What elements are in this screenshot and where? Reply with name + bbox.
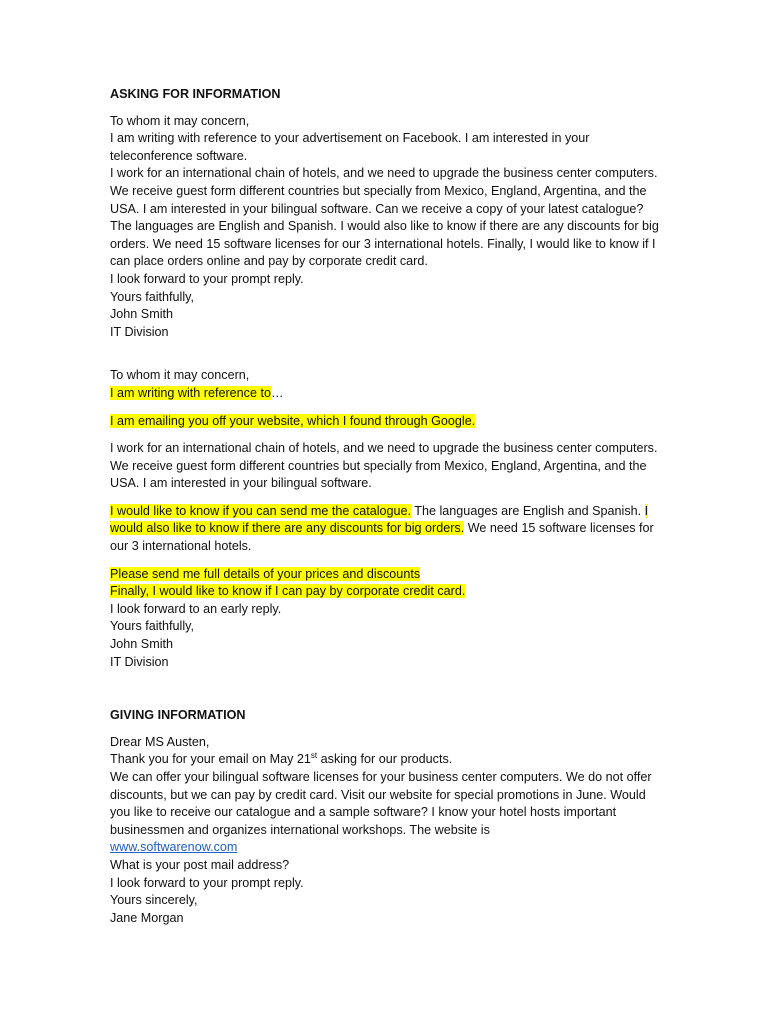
letter1-signer-name: John Smith <box>110 307 173 322</box>
licenses-text: We need 15 software licenses for our 3 international hotels. <box>110 521 654 554</box>
section-heading-asking: ASKING FOR INFORMATION <box>110 87 281 101</box>
letter2-reference-line <box>110 385 662 403</box>
thanks-tail: asking for our products. <box>317 752 453 767</box>
letter2-signer-name: John Smith <box>110 637 173 652</box>
document-content <box>110 86 662 927</box>
letter3-question: What is your post mail address? <box>110 857 290 872</box>
letter2-emailing-line <box>110 413 662 431</box>
highlight-details-request: Please send me full details of your prices and discounts <box>110 566 421 581</box>
letter1-sign-off: Yours faithfully, <box>110 289 195 304</box>
letter3-greeting: Drear MS Austen, <box>110 734 210 749</box>
highlight-reference: I am writing with reference to <box>110 385 271 400</box>
highlight-emailing: I am emailing you off your website, which I found through Google. <box>110 413 476 428</box>
thanks-text: Thank you for your email on May 21 <box>110 752 311 767</box>
letter1-signer-division: IT Division <box>110 324 169 339</box>
letter1-paragraph-1: I am writing with reference to your advertisement on Facebook. I am interested in your teleconference software. <box>110 131 590 163</box>
highlight-payment-request: Finally, I would like to know if I can pay by corporate credit card. <box>110 584 466 599</box>
letter3-paragraph-offer: We can offer your bilingual software licenses for your business center computers. We do not offer discounts, but we can pay by credit card. Visit our website for special promotions in June. Would you like to receive our catalogue and a sample software? I know your hotel hosts important businessmen and organizes international workshops. The website is <box>110 770 652 837</box>
section-heading-giving: GIVING INFORMATION <box>110 708 246 723</box>
letter3-closing-line: I look forward to your prompt reply. <box>110 875 304 890</box>
website-link[interactable]: www.softwarenow.com <box>110 840 238 855</box>
letter2-paragraph-work: I work for an international chain of hotels, and we need to upgrade the business center computers. We receive guest form different countries but specially from Mexico, England, Argentina, and the USA. I am interested in your bilingual software. <box>110 441 658 491</box>
letter3-sign-off: Yours sincerely, <box>110 893 198 908</box>
letter1-greeting: To whom it may concern, <box>110 113 250 128</box>
letter3-signer-name: Jane Morgan <box>110 910 184 925</box>
date-ordinal-suffix: st <box>310 751 318 761</box>
letter2-greeting: To whom it may concern, <box>110 368 250 383</box>
highlight-discounts-request: I would also like to know if there are any discounts for big orders. <box>110 503 649 536</box>
reference-ellipsis: … <box>270 385 284 400</box>
letter2-closing-line: I look forward to an early reply. <box>110 601 282 616</box>
letter2-signer-division: IT Division <box>110 654 169 669</box>
letter1-paragraph-2: I work for an international chain of hotels, and we need to upgrade the business center computers. We receive guest form different countries but specially from Mexico, England, Argentina, and the USA. I am interested in your bilingual software. Can we receive a copy of your latest catalogue? The languages are English and Spanish. I would also like to know if there are any discounts for big orders. We need 15 software licenses for our 3 international hotels. Finally, I would like to know if I can place orders online and pay by corporate credit card. <box>110 166 659 269</box>
letter3-thanks-line <box>110 751 662 769</box>
letter3-website-line <box>110 839 662 857</box>
letter2-sign-off: Yours faithfully, <box>110 619 195 634</box>
letter1-closing-line: I look forward to your prompt reply. <box>110 271 304 286</box>
letter2-finally-line <box>110 583 662 601</box>
letter2-details-line <box>110 566 662 584</box>
letter2-paragraph-requests <box>110 503 662 556</box>
highlight-catalogue-request: I would like to know if you can send me the catalogue. <box>110 503 412 518</box>
languages-text: The languages are English and Spanish. <box>411 503 645 518</box>
